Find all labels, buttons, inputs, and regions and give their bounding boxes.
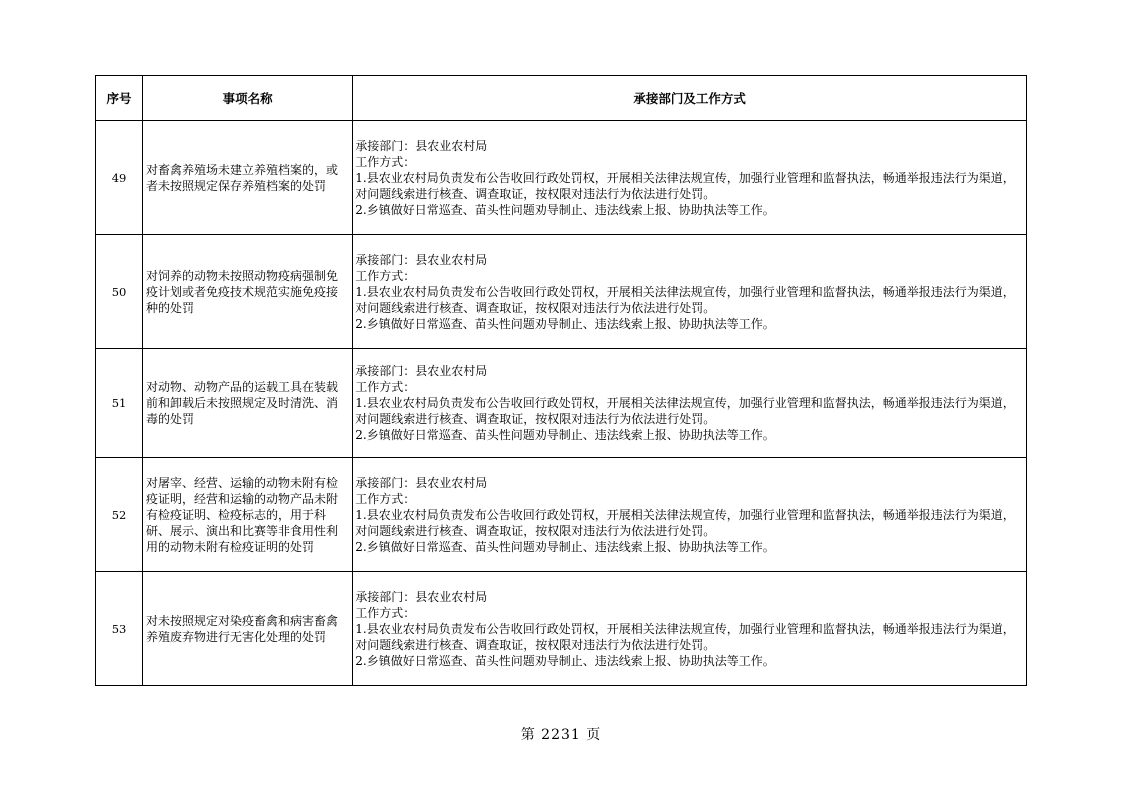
table-row: [96, 235, 1027, 349]
row-mode-label: 工作方式：: [355, 605, 416, 620]
row-mode-label: 工作方式：: [355, 491, 416, 506]
row-mode-label: 工作方式：: [355, 154, 416, 169]
row-mode-label: 工作方式：: [355, 380, 416, 394]
page-number: 第 2231 页: [520, 727, 602, 743]
row-method-item-1: 1.县农业农村局负责发布公告收回行政处罚权，开展相关法律法规宣传，加强行业管理和监督执法，畅通举报违法行为渠道，对问题线索进行核查、调查取证，按权限对违法行为依法进行处罚。: [355, 621, 1015, 652]
table-row: [96, 349, 1027, 458]
row-serial-number: 51: [96, 349, 143, 458]
matters-table: [95, 75, 1027, 686]
row-method-item-1: 1.县农业农村局负责发布公告收回行政处罚权，开展相关法律法规宣传，加强行业管理和监督执法，畅通举报违法行为渠道，对问题线索进行核查、调查取证，按权限对违法行为依法进行处罚。: [355, 170, 1015, 201]
row-serial-number: 52: [96, 458, 143, 572]
row-method-item-2: 2.乡镇做好日常巡查、苗头性问题劝导制止、违法线索上报、协助执法等工作。: [355, 202, 775, 217]
header-department-and-method: 承接部门及工作方式: [353, 76, 1027, 121]
table-row: [96, 121, 1027, 235]
row-department: 承接部门：县农业农村局: [355, 364, 488, 378]
row-method-item-2: 2.乡镇做好日常巡查、苗头性问题劝导制止、违法线索上报、协助执法等工作。: [355, 316, 775, 331]
header-serial-number: 序号: [96, 76, 143, 121]
row-department-cell: [353, 458, 1027, 572]
row-method-item-1: 1.县农业农村局负责发布公告收回行政处罚权，开展相关法律法规宣传，加强行业管理和监督执法，畅通举报违法行为渠道，对问题线索进行核查、调查取证，按权限对违法行为依法进行处罚。: [355, 507, 1015, 538]
row-matter-name: 对饲养的动物未按照动物疫病强制免疫计划或者免疫技术规范实施免疫接种的处罚: [143, 235, 353, 349]
table-row: [96, 572, 1027, 686]
row-department: 承接部门：县农业农村局: [355, 138, 488, 153]
row-method-item-2: 2.乡镇做好日常巡查、苗头性问题劝导制止、违法线索上报、协助执法等工作。: [355, 653, 775, 668]
row-department: 承接部门：县农业农村局: [355, 475, 488, 490]
row-serial-number: 50: [96, 235, 143, 349]
row-department-cell: [353, 349, 1027, 458]
row-department-cell: [353, 121, 1027, 235]
row-mode-label: 工作方式：: [355, 268, 416, 283]
row-matter-name: 对未按照规定对染疫畜禽和病害畜禽养殖废弃物进行无害化处理的处罚: [143, 572, 353, 686]
row-matter-name: 对屠宰、经营、运输的动物未附有检疫证明，经营和运输的动物产品未附有检疫证明、检疫标志的，用于科研、展示、演出和比赛等非食用性利用的动物未附有检疫证明的处罚: [143, 458, 353, 572]
row-department-cell: [353, 572, 1027, 686]
row-method-item-1: 1.县农业农村局负责发布公告收回行政处罚权，开展相关法律法规宣传，加强行业管理和监督执法，畅通举报违法行为渠道，对问题线索进行核查、调查取证，按权限对违法行为依法进行处罚。: [355, 396, 1015, 426]
row-department: 承接部门：县农业农村局: [355, 589, 488, 604]
row-department: 承接部门：县农业农村局: [355, 252, 488, 267]
row-serial-number: 49: [96, 121, 143, 235]
header-matter-name: 事项名称: [143, 76, 353, 121]
row-method-item-2: 2.乡镇做好日常巡查、苗头性问题劝导制止、违法线索上报、协助执法等工作。: [355, 428, 775, 442]
table-header-row: [96, 76, 1027, 121]
table-row: [96, 458, 1027, 572]
row-method-item-2: 2.乡镇做好日常巡查、苗头性问题劝导制止、违法线索上报、协助执法等工作。: [355, 539, 775, 554]
row-matter-name: 对畜禽养殖场未建立养殖档案的，或者未按照规定保存养殖档案的处罚: [143, 121, 353, 235]
row-department-cell: [353, 235, 1027, 349]
row-method-item-1: 1.县农业农村局负责发布公告收回行政处罚权，开展相关法律法规宣传，加强行业管理和监督执法，畅通举报违法行为渠道，对问题线索进行核查、调查取证，按权限对违法行为依法进行处罚。: [355, 284, 1015, 315]
row-serial-number: 53: [96, 572, 143, 686]
row-matter-name: 对动物、动物产品的运载工具在装载前和卸载后未按照规定及时清洗、消毒的处罚: [143, 349, 353, 458]
